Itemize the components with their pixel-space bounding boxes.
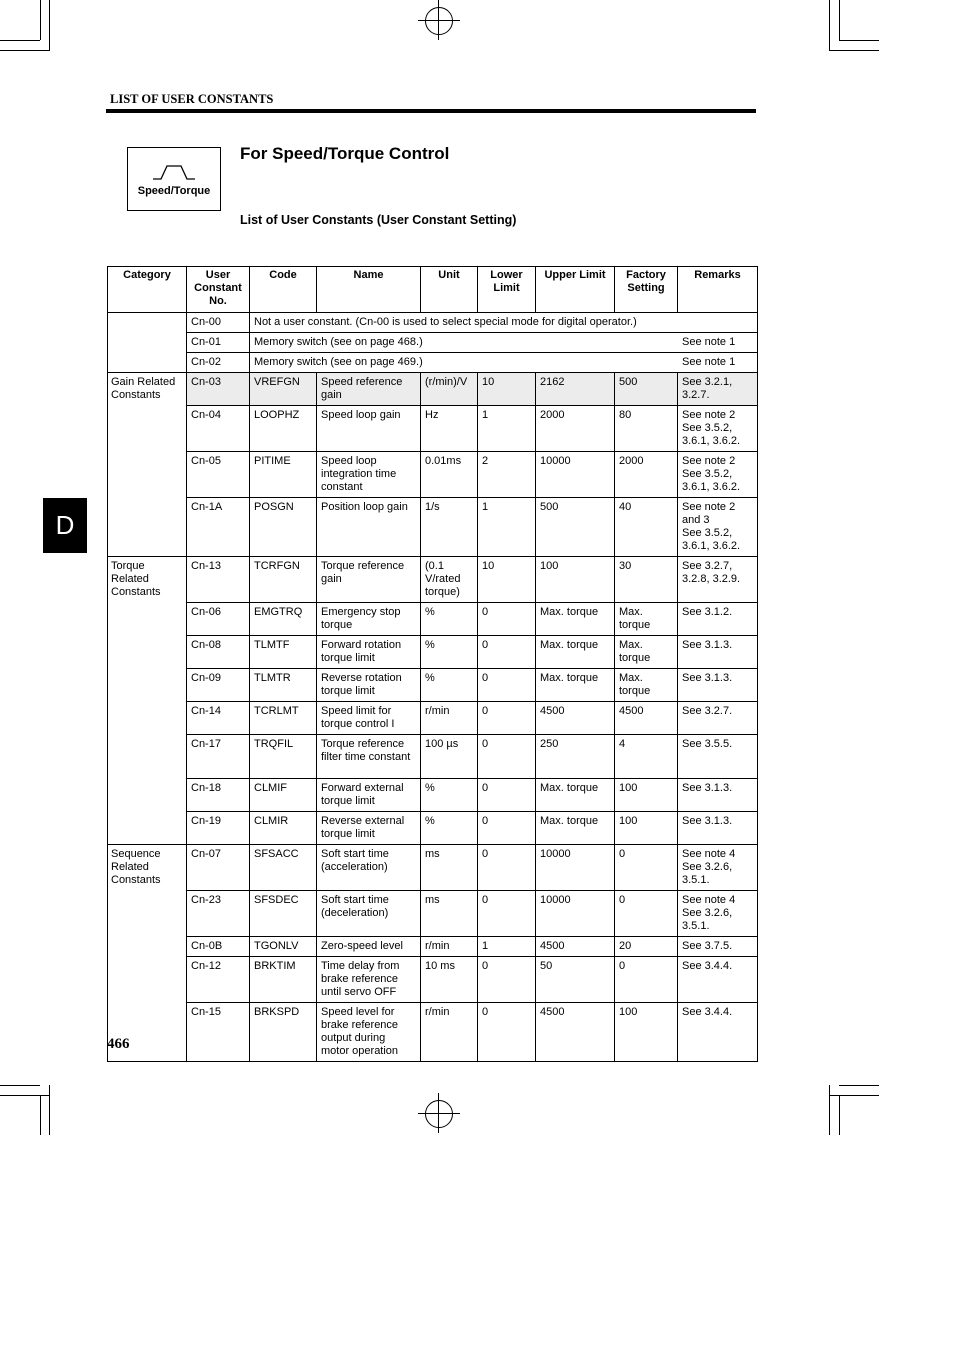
- upper-limit: 4500: [536, 702, 615, 735]
- remarks: See note 2 and 3 See 3.5.2, 3.6.1, 3.6.2.: [678, 498, 758, 557]
- table-row: [108, 353, 758, 373]
- factory-setting: 0: [615, 957, 678, 1003]
- code: TLMTR: [250, 669, 317, 702]
- unit: %: [421, 812, 478, 845]
- name: Soft start time (acceleration): [317, 845, 421, 891]
- unit: %: [421, 603, 478, 636]
- category-cell-blank: [108, 313, 187, 373]
- code: CLMIF: [250, 779, 317, 812]
- constant-no: Cn-18: [187, 779, 250, 812]
- lower-limit: 2: [478, 452, 536, 498]
- table-row: [108, 498, 758, 557]
- table-header-row: [108, 267, 758, 313]
- lower-limit: 0: [478, 812, 536, 845]
- code: TGONLV: [250, 937, 317, 957]
- table-row: [108, 957, 758, 1003]
- upper-limit: 250: [536, 735, 615, 779]
- upper-limit: Max. torque: [536, 812, 615, 845]
- name: Forward external torque limit: [317, 779, 421, 812]
- table-row: [108, 812, 758, 845]
- remarks: See 3.1.3.: [678, 812, 758, 845]
- upper-limit: 10000: [536, 452, 615, 498]
- control-mode-box: [127, 147, 221, 211]
- header-factory-setting: Factory Setting: [615, 267, 678, 313]
- code: TCRFGN: [250, 557, 317, 603]
- upper-limit: Max. torque: [536, 779, 615, 812]
- code: TLMTF: [250, 636, 317, 669]
- header-lower-limit: Lower Limit: [478, 267, 536, 313]
- code: PITIME: [250, 452, 317, 498]
- lower-limit: 1: [478, 406, 536, 452]
- header-name: Name: [317, 267, 421, 313]
- factory-setting: 100: [615, 812, 678, 845]
- name: Reverse rotation torque limit: [317, 669, 421, 702]
- code: POSGN: [250, 498, 317, 557]
- code: SFSDEC: [250, 891, 317, 937]
- upper-limit: 10000: [536, 891, 615, 937]
- category-sequence: Sequence Related Constants: [108, 845, 187, 1062]
- factory-setting: 2000: [615, 452, 678, 498]
- constant-no: Cn-03: [187, 373, 250, 406]
- remarks: See note 2 See 3.5.2, 3.6.1, 3.6.2.: [678, 406, 758, 452]
- unit: 100 µs: [421, 735, 478, 779]
- remarks: See 3.7.5.: [678, 937, 758, 957]
- name: Zero-speed level: [317, 937, 421, 957]
- constant-no: Cn-00: [187, 313, 250, 333]
- remarks: See 3.4.4.: [678, 1003, 758, 1062]
- unit: 0.01ms: [421, 452, 478, 498]
- factory-setting: 20: [615, 937, 678, 957]
- code: VREFGN: [250, 373, 317, 406]
- remarks: See note 1: [682, 356, 736, 368]
- name: Torque reference gain: [317, 557, 421, 603]
- unit: (0.1 V/rated torque): [421, 557, 478, 603]
- table-row: [108, 373, 758, 406]
- remarks: See 3.2.7, 3.2.8, 3.2.9.: [678, 557, 758, 603]
- lower-limit: 0: [478, 957, 536, 1003]
- constant-no: Cn-1A: [187, 498, 250, 557]
- header-category: Category: [108, 267, 187, 313]
- factory-setting: 100: [615, 1003, 678, 1062]
- constant-no: Cn-07: [187, 845, 250, 891]
- lower-limit: 0: [478, 636, 536, 669]
- constant-no: Cn-0B: [187, 937, 250, 957]
- name: Speed loop gain: [317, 406, 421, 452]
- table-row: [108, 891, 758, 937]
- constant-no: Cn-05: [187, 452, 250, 498]
- upper-limit: 100: [536, 557, 615, 603]
- factory-setting: 30: [615, 557, 678, 603]
- table-row: [108, 452, 758, 498]
- unit: 10 ms: [421, 957, 478, 1003]
- page-number: 466: [107, 1036, 130, 1052]
- factory-setting: 100: [615, 779, 678, 812]
- factory-setting: Max. torque: [615, 603, 678, 636]
- factory-setting: 80: [615, 406, 678, 452]
- table-row: [108, 779, 758, 812]
- table-row: [108, 557, 758, 603]
- upper-limit: Max. torque: [536, 669, 615, 702]
- unit: ms: [421, 891, 478, 937]
- constant-no: Cn-23: [187, 891, 250, 937]
- constant-no: Cn-06: [187, 603, 250, 636]
- upper-limit: 2000: [536, 406, 615, 452]
- code: SFSACC: [250, 845, 317, 891]
- factory-setting: Max. torque: [615, 669, 678, 702]
- table-row: [108, 845, 758, 891]
- header-user-constant-no: User Constant No.: [187, 267, 250, 313]
- lower-limit: 0: [478, 669, 536, 702]
- constant-no: Cn-12: [187, 957, 250, 1003]
- category-torque: Torque Related Constants: [108, 557, 187, 845]
- factory-setting: 500: [615, 373, 678, 406]
- code: TRQFIL: [250, 735, 317, 779]
- constant-no: Cn-17: [187, 735, 250, 779]
- remarks: See 3.4.4.: [678, 957, 758, 1003]
- name: Forward rotation torque limit: [317, 636, 421, 669]
- speed-torque-icon: [153, 163, 195, 181]
- factory-setting: 0: [615, 891, 678, 937]
- description-text: Memory switch (see on page 469.): [254, 356, 423, 368]
- remarks: See note 4 See 3.2.6, 3.5.1.: [678, 891, 758, 937]
- table-row: [108, 937, 758, 957]
- header-code: Code: [250, 267, 317, 313]
- header-unit: Unit: [421, 267, 478, 313]
- row-description: Not a user constant. (Cn-00 is used to select special mode for digital operator.): [250, 313, 758, 333]
- name: Speed loop integration time constant: [317, 452, 421, 498]
- constant-no: Cn-13: [187, 557, 250, 603]
- name: Speed level for brake reference output during motor operation: [317, 1003, 421, 1062]
- description-text: Memory switch (see on page 468.): [254, 336, 423, 348]
- factory-setting: Max. torque: [615, 636, 678, 669]
- table-row: [108, 735, 758, 779]
- name: Reverse external torque limit: [317, 812, 421, 845]
- user-constants-table: [107, 266, 758, 1062]
- section-title: For Speed/Torque Control: [240, 144, 450, 163]
- remarks: See 3.2.7.: [678, 702, 758, 735]
- remarks: See note 2 See 3.5.2, 3.6.1, 3.6.2.: [678, 452, 758, 498]
- remarks: See note 1: [682, 336, 736, 348]
- remarks: See 3.1.2.: [678, 603, 758, 636]
- upper-limit: 50: [536, 957, 615, 1003]
- remarks: See 3.5.5.: [678, 735, 758, 779]
- code: CLMIR: [250, 812, 317, 845]
- code: BRKTIM: [250, 957, 317, 1003]
- table-row: [108, 333, 758, 353]
- lower-limit: 1: [478, 498, 536, 557]
- lower-limit: 1: [478, 937, 536, 957]
- unit: r/min: [421, 702, 478, 735]
- unit: r/min: [421, 937, 478, 957]
- remarks: See 3.1.3.: [678, 669, 758, 702]
- unit: %: [421, 669, 478, 702]
- table-row: [108, 636, 758, 669]
- name: Position loop gain: [317, 498, 421, 557]
- name: Torque reference filter time constant: [317, 735, 421, 779]
- unit: %: [421, 779, 478, 812]
- factory-setting: 40: [615, 498, 678, 557]
- unit: Hz: [421, 406, 478, 452]
- name: Emergency stop torque: [317, 603, 421, 636]
- table-row: [108, 313, 758, 333]
- remarks: See 3.1.3.: [678, 779, 758, 812]
- running-head: LIST OF USER CONSTANTS: [110, 92, 274, 106]
- header-upper-limit: Upper Limit: [536, 267, 615, 313]
- code: BRKSPD: [250, 1003, 317, 1062]
- upper-limit: 500: [536, 498, 615, 557]
- header-rule: [106, 109, 756, 113]
- upper-limit: 4500: [536, 1003, 615, 1062]
- lower-limit: 10: [478, 373, 536, 406]
- constant-no: Cn-08: [187, 636, 250, 669]
- table-row: [108, 603, 758, 636]
- remarks: See 3.1.3.: [678, 636, 758, 669]
- upper-limit: 4500: [536, 937, 615, 957]
- code: EMGTRQ: [250, 603, 317, 636]
- upper-limit: Max. torque: [536, 636, 615, 669]
- upper-limit: 10000: [536, 845, 615, 891]
- upper-limit: Max. torque: [536, 603, 615, 636]
- constant-no: Cn-09: [187, 669, 250, 702]
- name: Speed reference gain: [317, 373, 421, 406]
- unit: 1/s: [421, 498, 478, 557]
- lower-limit: 0: [478, 779, 536, 812]
- control-mode-label: Speed/Torque: [137, 185, 211, 197]
- upper-limit: 2162: [536, 373, 615, 406]
- lower-limit: 0: [478, 603, 536, 636]
- category-gain: Gain Related Constants: [108, 373, 187, 557]
- name: Speed limit for torque control I: [317, 702, 421, 735]
- lower-limit: 0: [478, 702, 536, 735]
- lower-limit: 0: [478, 845, 536, 891]
- code: TCRLMT: [250, 702, 317, 735]
- lower-limit: 10: [478, 557, 536, 603]
- factory-setting: 4500: [615, 702, 678, 735]
- table-row: [108, 669, 758, 702]
- unit: r/min: [421, 1003, 478, 1062]
- unit: ms: [421, 845, 478, 891]
- table-row: [108, 702, 758, 735]
- row-description: [250, 353, 758, 373]
- name: Soft start time (deceleration): [317, 891, 421, 937]
- code: LOOPHZ: [250, 406, 317, 452]
- row-description: [250, 333, 758, 353]
- factory-setting: 4: [615, 735, 678, 779]
- appendix-tab: D: [43, 498, 87, 553]
- lower-limit: 0: [478, 891, 536, 937]
- remarks: See note 4 See 3.2.6, 3.5.1.: [678, 845, 758, 891]
- table-row: [108, 1003, 758, 1062]
- constant-no: Cn-19: [187, 812, 250, 845]
- constant-no: Cn-15: [187, 1003, 250, 1062]
- remarks: See 3.2.1, 3.2.7.: [678, 373, 758, 406]
- header-remarks: Remarks: [678, 267, 758, 313]
- lower-limit: 0: [478, 735, 536, 779]
- constant-no: Cn-04: [187, 406, 250, 452]
- table-caption: List of User Constants (User Constant Setting): [240, 213, 517, 227]
- constant-no: Cn-02: [187, 353, 250, 373]
- unit: (r/min)/V: [421, 373, 478, 406]
- unit: %: [421, 636, 478, 669]
- lower-limit: 0: [478, 1003, 536, 1062]
- factory-setting: 0: [615, 845, 678, 891]
- table-row: [108, 406, 758, 452]
- name: Time delay from brake reference until servo OFF: [317, 957, 421, 1003]
- constant-no: Cn-01: [187, 333, 250, 353]
- constant-no: Cn-14: [187, 702, 250, 735]
